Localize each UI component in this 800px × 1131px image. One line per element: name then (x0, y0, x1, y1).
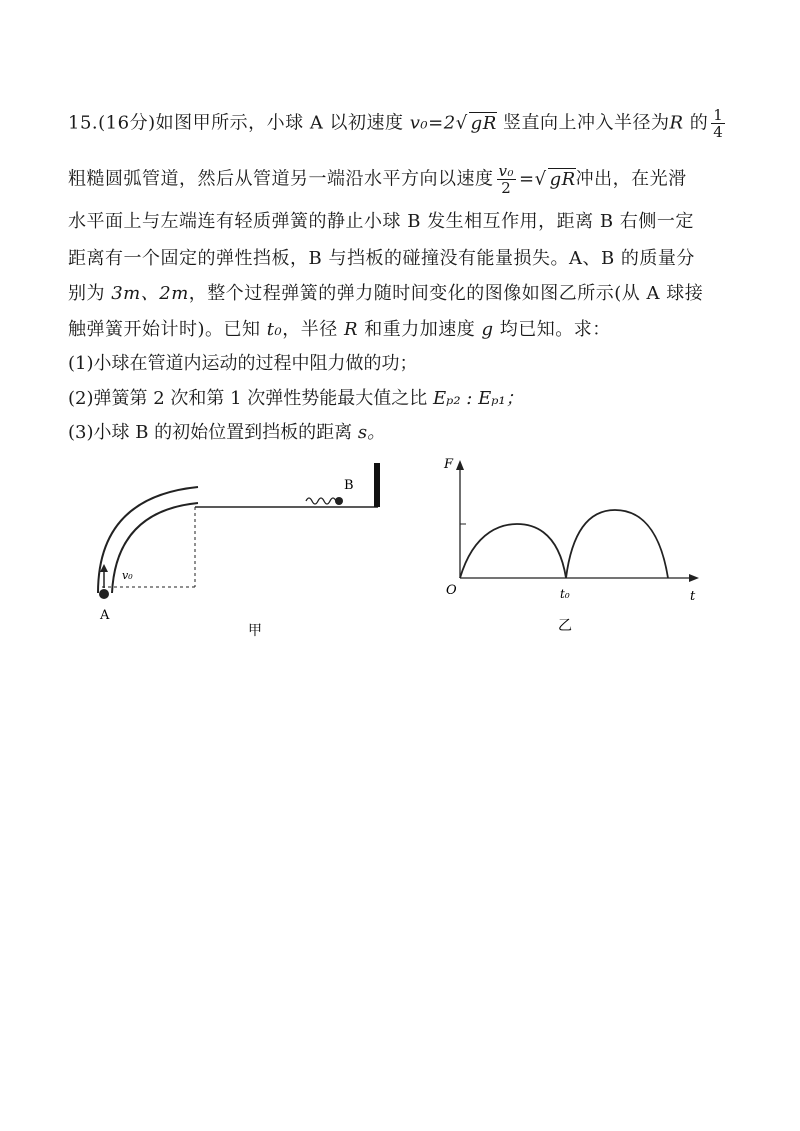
spring (306, 498, 336, 504)
t0-tick-label: t₀ (560, 587, 570, 601)
baffle (374, 463, 380, 507)
question-line-3 (68, 210, 694, 234)
subquestion-3: (3)小球 B 的初始位置到挡板的距离 s。 (68, 422, 386, 443)
energy-ratio: Eₚ₂ : Eₚ₁； (433, 388, 524, 409)
v0-equation: v₀=2 (409, 112, 456, 134)
origin-label: O (446, 583, 457, 598)
figure-yi (440, 450, 720, 640)
half-v0-fraction: $\frac{\text{v₀}}{2}$ (498, 162, 514, 197)
question-line-1: 15.(16分)如图甲所示，小球 A 以初速度 v₀=2√ gR 竖直向上冲入半径为R 的 $\frac{1}{4}$ (68, 106, 724, 141)
radius-symbol: R (343, 319, 358, 340)
question-line-5 (68, 282, 703, 306)
question-text: 冲出，在光滑 (575, 168, 687, 190)
label-b: B (344, 478, 354, 493)
figure-jia (60, 455, 460, 655)
axis-f-label: F (444, 457, 454, 472)
question-text: 距离有一个固定的弹性挡板，B 与挡板的碰撞没有能量损失。A、B 的质量分 (68, 248, 695, 269)
distance-symbol: s。 (357, 422, 386, 443)
question-line-4 (68, 247, 695, 271)
caption-yi: 乙 (558, 618, 572, 634)
ball-a (99, 589, 109, 599)
question-number: 15. (68, 112, 99, 134)
sqrt-gR: gR (549, 168, 576, 190)
question-text: 竖直向上冲入半径为 (496, 112, 670, 134)
axis-t-label: t (690, 589, 696, 604)
question-text: 别为 (68, 283, 112, 304)
question-score: (16分) (98, 112, 156, 134)
subquestion-1: (1)小球在管道内运动的过程中阻力做的功； (68, 353, 418, 374)
question-text: 和重力加速度 (358, 319, 482, 340)
radius-symbol: R (669, 112, 684, 134)
t0-symbol: t₀ (266, 319, 283, 340)
t-axis-arrow (689, 574, 699, 582)
gravity-symbol: g (481, 319, 494, 340)
question-text: 触弹簧开始计时)。已知 (68, 319, 267, 340)
label-v0: v₀ (122, 569, 133, 582)
f-axis-arrow (456, 460, 464, 470)
label-a: A (100, 608, 110, 623)
equals-sign: = (519, 168, 535, 190)
question-text: ，整个过程弹簧的弹力随时间变化的图像如图乙所示(从 A 球接 (188, 283, 704, 304)
question-text: ，半径 (282, 319, 344, 340)
question-text: 均已知。求： (493, 319, 611, 340)
question-text: 水平面上与左端连有轻质弹簧的静止小球 B 发生相互作用，距离 B 右侧一定 (68, 211, 694, 232)
question-text: 的 (683, 112, 709, 134)
quarter-fraction: $\frac{1}{4}$ (713, 106, 724, 141)
question-text: 粗糙圆弧管道，然后从管道另一端沿水平方向以速度 (68, 168, 494, 190)
ball-b (335, 497, 343, 505)
sqrt-gR: gR (470, 112, 497, 134)
caption-jia: 甲 (248, 623, 262, 639)
force-curve-2 (566, 510, 668, 578)
force-curve-1 (460, 524, 566, 578)
question-text: 如图甲所示，小球 A 以初速度 (155, 112, 410, 134)
question-line-6 (68, 318, 611, 342)
mass-values: 3m、2m (111, 283, 189, 304)
question-line-2: 粗糙圆弧管道，然后从管道另一端沿水平方向以速度 $\frac{\text{v₀}}{2}$ =√ gR冲出，在光滑 (68, 162, 687, 197)
subquestion-2: (2)弹簧第 2 次和第 1 次弹性势能最大值之比 Eₚ₂ : Eₚ₁； (68, 388, 524, 409)
